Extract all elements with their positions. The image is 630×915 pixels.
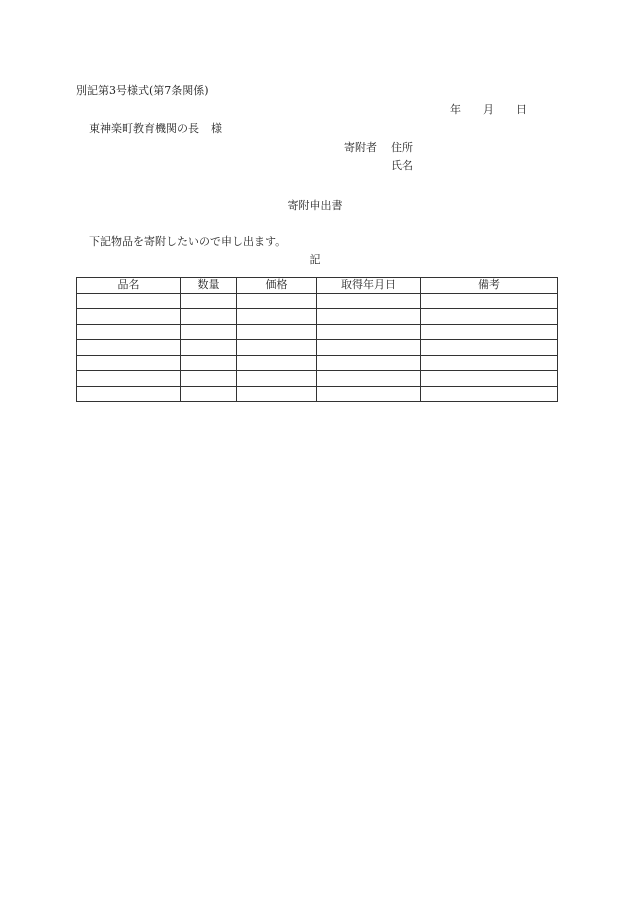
table-cell (317, 340, 421, 356)
table-cell (317, 324, 421, 340)
header-item-name: 品名 (77, 278, 181, 294)
ki-heading: 記 (309, 253, 321, 266)
header-remarks: 備考 (421, 278, 558, 294)
table-cell (181, 309, 237, 325)
date-year-label: 年 (450, 103, 461, 116)
table-cell (77, 293, 181, 309)
table-row (77, 371, 558, 387)
table-row (77, 293, 558, 309)
table-cell (237, 324, 317, 340)
addressee (89, 122, 222, 136)
table-cell (421, 324, 558, 340)
table-cell (77, 355, 181, 371)
table-cell (237, 340, 317, 356)
table-row (77, 386, 558, 402)
table-header-row (77, 278, 558, 294)
items-table (76, 277, 558, 402)
table-cell (181, 293, 237, 309)
table-cell (237, 293, 317, 309)
header-acquisition-date: 取得年月日 (317, 278, 421, 294)
header-quantity: 数量 (181, 278, 237, 294)
table-cell (237, 309, 317, 325)
table-cell (421, 293, 558, 309)
table-cell (77, 309, 181, 325)
table-cell (421, 309, 558, 325)
body-text: 下記物品を寄附したいので申し出ます。 (89, 235, 287, 248)
table-row (77, 355, 558, 371)
table-cell (181, 355, 237, 371)
table-cell (181, 386, 237, 402)
table-cell (237, 355, 317, 371)
table-row (77, 340, 558, 356)
table-cell (237, 386, 317, 402)
table-cell (181, 324, 237, 340)
addressee-honorific: 様 (211, 122, 222, 135)
table-cell (317, 309, 421, 325)
table-cell (77, 386, 181, 402)
table-row (77, 324, 558, 340)
header-price: 価格 (237, 278, 317, 294)
donor-label: 寄附者 (344, 141, 377, 154)
table-cell (317, 371, 421, 387)
table-cell (421, 355, 558, 371)
date-day-label: 日 (516, 103, 527, 116)
table-cell (237, 371, 317, 387)
table-cell (421, 386, 558, 402)
table-cell (77, 340, 181, 356)
table-cell (181, 371, 237, 387)
table-row (77, 309, 558, 325)
table-cell (317, 386, 421, 402)
date-line (450, 103, 527, 117)
table-cell (421, 371, 558, 387)
document-title: 寄附申出書 (287, 199, 343, 212)
table-cell (317, 355, 421, 371)
table-cell (317, 293, 421, 309)
form-number: 別記第3号様式(第7条関係) (76, 84, 209, 97)
table-cell (181, 340, 237, 356)
donor-address-label: 住所 (391, 141, 413, 154)
table-cell (77, 324, 181, 340)
table-cell (77, 371, 181, 387)
donor-name-label: 氏名 (391, 159, 413, 172)
table-cell (421, 340, 558, 356)
addressee-name: 東神楽町教育機関の長 (89, 122, 199, 135)
date-month-label: 月 (483, 103, 494, 116)
